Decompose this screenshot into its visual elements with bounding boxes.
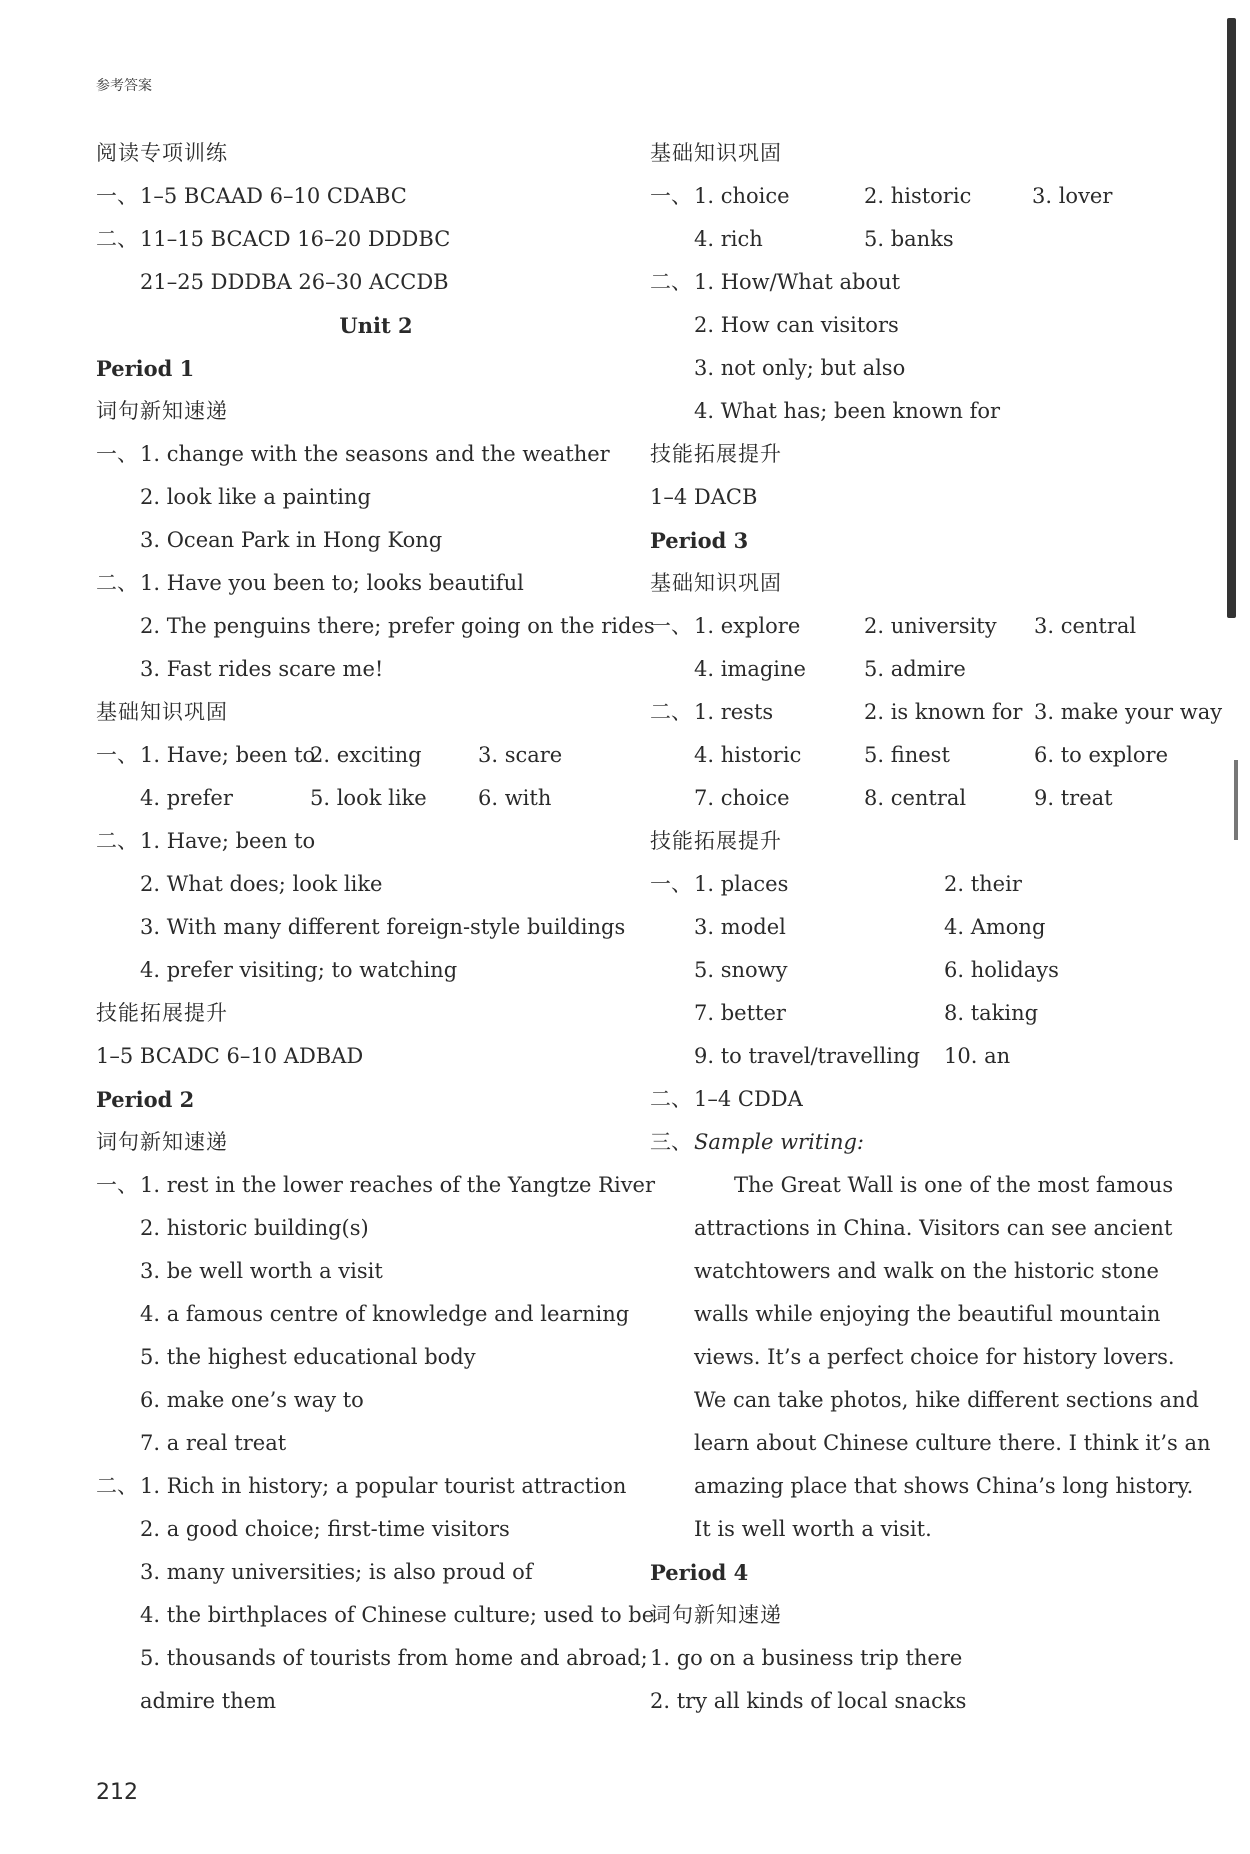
answer-line (96, 562, 656, 605)
answer-cell: 8. taking (944, 1001, 1039, 1025)
answer-line: 4. the birthplaces of Chinese culture; used to be (140, 1603, 655, 1627)
answer-cell: 3. make your way (1034, 700, 1223, 724)
period-heading: Period 3 (650, 528, 749, 553)
sample-writing-line: learn about Chinese culture there. I think it’s an (694, 1431, 1211, 1455)
sample-writing-line: It is well worth a visit. (694, 1517, 932, 1541)
sample-writing-line: amazing place that shows China’s long history. (694, 1474, 1194, 1498)
answer-cell: 4. Among (944, 915, 1046, 939)
item-number: 一、 (650, 872, 692, 896)
answer-grid-row (650, 1035, 1210, 1078)
page-header: 参考答案 (96, 78, 152, 94)
section-heading: 技能拓展提升 (96, 1001, 228, 1025)
answer-cell: 2. their (944, 872, 1022, 896)
answer-cell: 4. prefer (140, 786, 233, 810)
item-number: 二、 (96, 1474, 138, 1498)
answer-cell: 5. look like (310, 786, 427, 810)
answer-line: 3. With many different foreign-style buildings (140, 915, 626, 939)
answer-line (96, 433, 656, 476)
answer-cell: 3. lover (1032, 184, 1113, 208)
answer-text: 1. Have; been to (140, 829, 316, 853)
section-heading: 基础知识巩固 (650, 141, 782, 165)
answer-text: 1–4 CDDA (694, 1087, 803, 1111)
answer-line: 4. a famous centre of knowledge and learning (140, 1302, 630, 1326)
item-number: 一、 (96, 442, 138, 466)
sample-writing (650, 1164, 1210, 1551)
period-heading: Period 4 (650, 1560, 749, 1585)
answer-cell: 1. rests (694, 700, 774, 724)
answer-cell: 2. historic (864, 184, 972, 208)
answer-cell: 6. to explore (1034, 743, 1169, 767)
page-number: 212 (96, 1780, 138, 1805)
section-heading: 技能拓展提升 (650, 442, 782, 466)
answer-grid-row (650, 777, 1210, 820)
answer-cell: 4. rich (694, 227, 763, 251)
answer-cell: 7. choice (694, 786, 790, 810)
answer-grid-row (96, 734, 656, 777)
answer-line: 2. historic building(s) (140, 1216, 369, 1240)
answer-line: 4. What has; been known for (694, 399, 1001, 423)
item-number: 一、 (96, 743, 138, 767)
answer-cell: 1. Have; been to (140, 743, 316, 767)
answer-cell: 5. finest (864, 743, 950, 767)
answer-line: 5. thousands of tourists from home and abroad; (140, 1646, 648, 1670)
answer-cell: 1. places (694, 872, 789, 896)
answer-line: 7. a real treat (140, 1431, 287, 1455)
answer-cell: 2. exciting (310, 743, 422, 767)
answer-text: 1. change with the seasons and the weather (140, 442, 610, 466)
right-column (650, 132, 1223, 1723)
answer-grid-row (650, 605, 1210, 648)
answer-grid-row (650, 734, 1210, 777)
left-column (96, 132, 656, 1723)
answer-grid-row (650, 218, 1210, 261)
answer-line: 1–4 DACB (650, 485, 758, 509)
answer-text: Sample writing: (694, 1130, 865, 1154)
section-heading: 基础知识巩固 (650, 571, 782, 595)
answer-line: 2. a good choice; first-time visitors (140, 1517, 510, 1541)
answer-line: 3. Ocean Park in Hong Kong (140, 528, 443, 552)
answer-line: 2. How can visitors (694, 313, 899, 337)
answer-cell: 5. banks (864, 227, 954, 251)
section-heading: 基础知识巩固 (96, 700, 228, 724)
answer-grid-row (650, 949, 1210, 992)
answer-grid-row (650, 863, 1210, 906)
answer-line: admire them (140, 1689, 277, 1713)
answer-cell: 9. treat (1034, 786, 1113, 810)
answer-line: 2. What does; look like (140, 872, 383, 896)
answer-line: 3. not only; but also (694, 356, 906, 380)
sample-writing-line: views. It’s a perfect choice for history lovers. (694, 1345, 1175, 1369)
item-number: 一、 (650, 184, 692, 208)
answer-cell: 8. central (864, 786, 967, 810)
answer-line (650, 1078, 1210, 1121)
section-heading: 词句新知速递 (96, 1130, 228, 1154)
answer-cell: 6. with (478, 786, 552, 810)
answer-line (96, 820, 656, 863)
answer-grid-row (650, 992, 1210, 1035)
item-number: 三、 (650, 1130, 692, 1154)
answer-line (650, 261, 1210, 304)
answer-cell: 2. university (864, 614, 997, 638)
answer-line (96, 1164, 656, 1207)
section-heading: 词句新知速递 (96, 399, 228, 423)
answer-cell: 6. holidays (944, 958, 1059, 982)
period-heading: Period 2 (96, 1087, 195, 1112)
answer-grid-row (650, 691, 1223, 734)
answer-line: 1–5 BCADC 6–10 ADBAD (96, 1044, 364, 1068)
right-edge-bar (1227, 18, 1236, 618)
answer-text: 1. rest in the lower reaches of the Yangtze River (140, 1173, 656, 1197)
answer-cell: 4. imagine (694, 657, 806, 681)
answer-line: 4. prefer visiting; to watching (140, 958, 458, 982)
answer-text: 1. Have you been to; looks beautiful (140, 571, 524, 595)
answer-grid-row (650, 175, 1210, 218)
unit-heading: Unit 2 (339, 313, 413, 338)
answer-line (650, 1121, 1210, 1164)
answer-text: 11–15 BCACD 16–20 DDDBC (140, 227, 451, 251)
period-heading: Period 1 (96, 356, 195, 381)
answer-line: 6. make one’s way to (140, 1388, 364, 1412)
answer-line (96, 175, 656, 218)
answer-cell: 1. explore (694, 614, 801, 638)
section-heading: 技能拓展提升 (650, 829, 782, 853)
item-number: 一、 (96, 184, 138, 208)
item-number: 二、 (650, 270, 692, 294)
answer-cell: 7. better (694, 1001, 786, 1025)
sample-writing-line: We can take photos, hike different sections and (694, 1388, 1199, 1412)
answer-cell: 2. is known for (864, 700, 1023, 724)
answer-cell: 3. scare (478, 743, 563, 767)
section-heading: 词句新知速递 (650, 1603, 782, 1627)
answer-grid-row (650, 648, 1210, 691)
answer-cell: 5. admire (864, 657, 966, 681)
item-number: 一、 (96, 1173, 138, 1197)
item-number: 二、 (96, 227, 138, 251)
answer-line (96, 1465, 656, 1508)
answer-line: 3. many universities; is also proud of (140, 1560, 533, 1584)
item-number: 二、 (96, 571, 138, 595)
answer-line: 3. Fast rides scare me! (140, 657, 384, 681)
answer-line: 3. be well worth a visit (140, 1259, 383, 1283)
right-edge-mark (1234, 760, 1238, 840)
answer-grid-row (96, 777, 656, 820)
answer-cell: 3. central (1034, 614, 1137, 638)
sample-writing-line: walls while enjoying the beautiful mountain (694, 1302, 1161, 1326)
answer-cell: 5. snowy (694, 958, 788, 982)
sample-writing-line: attractions in China. Visitors can see ancient (694, 1216, 1173, 1240)
answer-line: 2. try all kinds of local snacks (650, 1689, 967, 1713)
section-heading: 阅读专项训练 (96, 141, 228, 165)
item-number: 二、 (650, 1087, 692, 1111)
answer-cell: 4. historic (694, 743, 802, 767)
answer-text: 1–5 BCAAD 6–10 CDABC (140, 184, 407, 208)
item-number: 一、 (650, 614, 692, 638)
answer-line: 1. go on a business trip there (650, 1646, 963, 1670)
answer-cell: 9. to travel/travelling (694, 1044, 920, 1068)
answer-line: 5. the highest educational body (140, 1345, 476, 1369)
answer-text: 1. Rich in history; a popular tourist attraction (140, 1474, 627, 1498)
answer-cell: 10. an (944, 1044, 1011, 1068)
item-number: 二、 (650, 700, 692, 724)
answer-text: 1. How/What about (694, 270, 901, 294)
sample-writing-line: watchtowers and walk on the historic stone (694, 1259, 1159, 1283)
item-number: 二、 (96, 829, 138, 853)
answer-cell: 3. model (694, 915, 786, 939)
sample-writing-line: The Great Wall is one of the most famous (734, 1173, 1174, 1197)
answer-line: 2. look like a painting (140, 485, 371, 509)
answer-line: 2. The penguins there; prefer going on the rides (140, 614, 655, 638)
answer-grid-row (650, 906, 1210, 949)
answer-cell: 1. choice (694, 184, 790, 208)
answer-line (96, 218, 656, 261)
answer-line: 21–25 DDDBA 26–30 ACCDB (140, 270, 449, 294)
